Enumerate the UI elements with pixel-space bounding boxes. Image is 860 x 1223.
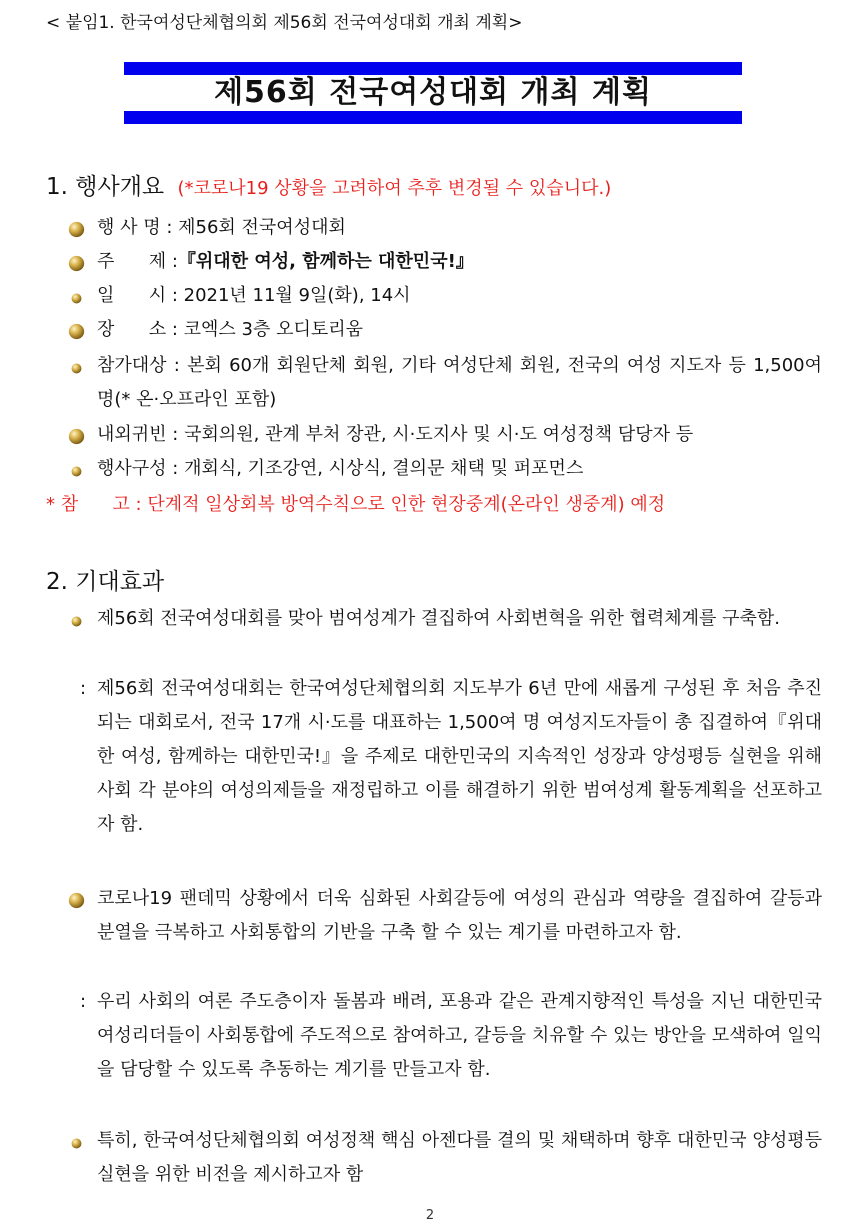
bullet-icon (71, 363, 82, 374)
section1-heading-row (46, 168, 611, 201)
overview-sep: : (166, 458, 185, 479)
overview-item-program (68, 452, 822, 486)
title-bar-bottom (124, 111, 742, 124)
effect-detail-text: 우리 사회의 여론 주도층이자 돌봄과 배려, 포용과 같은 관계지향적인 특성을 지닌 대한민국 여성리더들이 사회통합에 주도적으로 참여하고, 갈등을 치유할 수 있는 방안을 모색하여 일익을 담당할 수 있도록 추동하는 계기를 만들고자 함. (97, 991, 822, 1080)
effect-bullet-text: 특히, 한국여성단체협의회 여성정책 핵심 아젠다를 결의 및 채택하며 향후 대한민국 양성평등 실현을 위한 비전을 제시하고자 함 (97, 1130, 822, 1185)
overview-value: 본회 60개 회원단체 회원, 기타 여성단체 회원, 전국의 여성 지도자 등 1,500여 명(* 온·오프라인 포함) (97, 355, 822, 410)
overview-label: 주 제 (97, 251, 167, 272)
overview-sep: : (166, 424, 185, 445)
overview-sep: : (166, 319, 184, 340)
title-banner (124, 62, 742, 124)
overview-sep: : (166, 251, 178, 272)
overview-item-venue (68, 313, 822, 347)
page-number: 2 (425, 1208, 435, 1223)
overview-label: 행사구성 (97, 458, 167, 479)
effect-bullet-1 (68, 602, 822, 636)
effect-bullet-text: 코로나19 팬데믹 상황에서 더욱 심화된 사회갈등에 여성의 관심과 역량을 결집하여 갈등과 분열을 극복하고 사회통합의 기반을 구축 할 수 있는 계기를 마련하고자 함. (97, 888, 822, 943)
overview-label: 일 시 (97, 285, 167, 306)
overview-item-datetime (68, 279, 822, 313)
bullet-icon (68, 255, 85, 272)
attachment-label: < 붙임1. 한국여성단체협의회 제56회 전국여성대회 개최 계획> (46, 13, 523, 33)
section1-note: (*코로나19 상황을 고려하여 추후 변경될 수 있습니다.) (177, 178, 612, 199)
bullet-icon (68, 323, 85, 340)
effect-bullet-text: 제56회 전국여성대회를 맞아 범여성계가 결집하여 사회변혁을 위한 협력체계를 구축함. (97, 608, 780, 629)
bullet-icon (68, 892, 85, 909)
overview-item-theme (68, 245, 822, 279)
title-bar-top (124, 62, 742, 75)
overview-sep: : (166, 355, 188, 376)
reference-note: * 참 고 : 단계적 일상회복 방역수칙으로 인한 현장중계(온라인 생중계) 예정 (46, 494, 666, 515)
overview-value: 코엑스 3층 오디토리움 (183, 319, 364, 340)
bullet-icon (71, 1138, 82, 1149)
overview-item-participants (68, 349, 822, 417)
overview-value: 2021년 11월 9일(화), 14시 (183, 285, 411, 306)
overview-label: 참가대상 (97, 355, 167, 376)
bullet-icon (71, 293, 82, 304)
page-title: 제56회 전국여성대회 개최 계획 (214, 75, 652, 110)
section2-heading: 2. 기대효과 (46, 569, 165, 595)
effect-bullet-3 (68, 1124, 822, 1192)
section2-heading-row (46, 563, 164, 596)
effect-bullet-2 (68, 882, 822, 950)
overview-label: 행 사 명 (97, 217, 161, 238)
overview-value: 『위대한 여성, 함께하는 대한민국!』 (177, 251, 474, 272)
bullet-icon (68, 428, 85, 445)
overview-value: 국회의원, 관계 부처 장관, 시·도지사 및 시·도 여성정책 담당자 등 (184, 424, 694, 445)
section1-heading: 1. 행사개요 (46, 174, 165, 200)
bullet-icon (71, 466, 82, 477)
overview-value: 제56회 전국여성대회 (178, 217, 346, 238)
overview-sep: : (166, 285, 184, 306)
overview-label: 내외귀빈 (97, 424, 167, 445)
effect-detail-text: 제56회 전국여성대회는 한국여성단체협의회 지도부가 6년 만에 새롭게 구성된 후 처음 추진되는 대회로서, 전국 17개 시·도를 대표하는 1,500여 명 여성지도자들이 총 집결하여『위대한 여성, 함께하는 대한민국!』을 주제로 대한민국의 지속적인 성장과 양성평등 실현을 위해 사회 각 분야의 여성의제들을 재정립하고 이를 해결하기 위한 범여성계 활동계획을 선포하고자 함. (97, 678, 822, 835)
detail-marker: : (80, 991, 87, 1012)
overview-item-guests (68, 418, 822, 452)
overview-item-event-name (68, 211, 822, 245)
detail-marker: : (80, 678, 87, 699)
bullet-icon (68, 221, 85, 238)
overview-value: 개회식, 기조강연, 시상식, 결의문 채택 및 퍼포먼스 (184, 458, 584, 479)
effect-detail-1 (80, 672, 822, 842)
effect-detail-2 (80, 985, 822, 1087)
overview-sep: : (160, 217, 179, 238)
bullet-icon (71, 616, 82, 627)
overview-label: 장 소 (97, 319, 167, 340)
